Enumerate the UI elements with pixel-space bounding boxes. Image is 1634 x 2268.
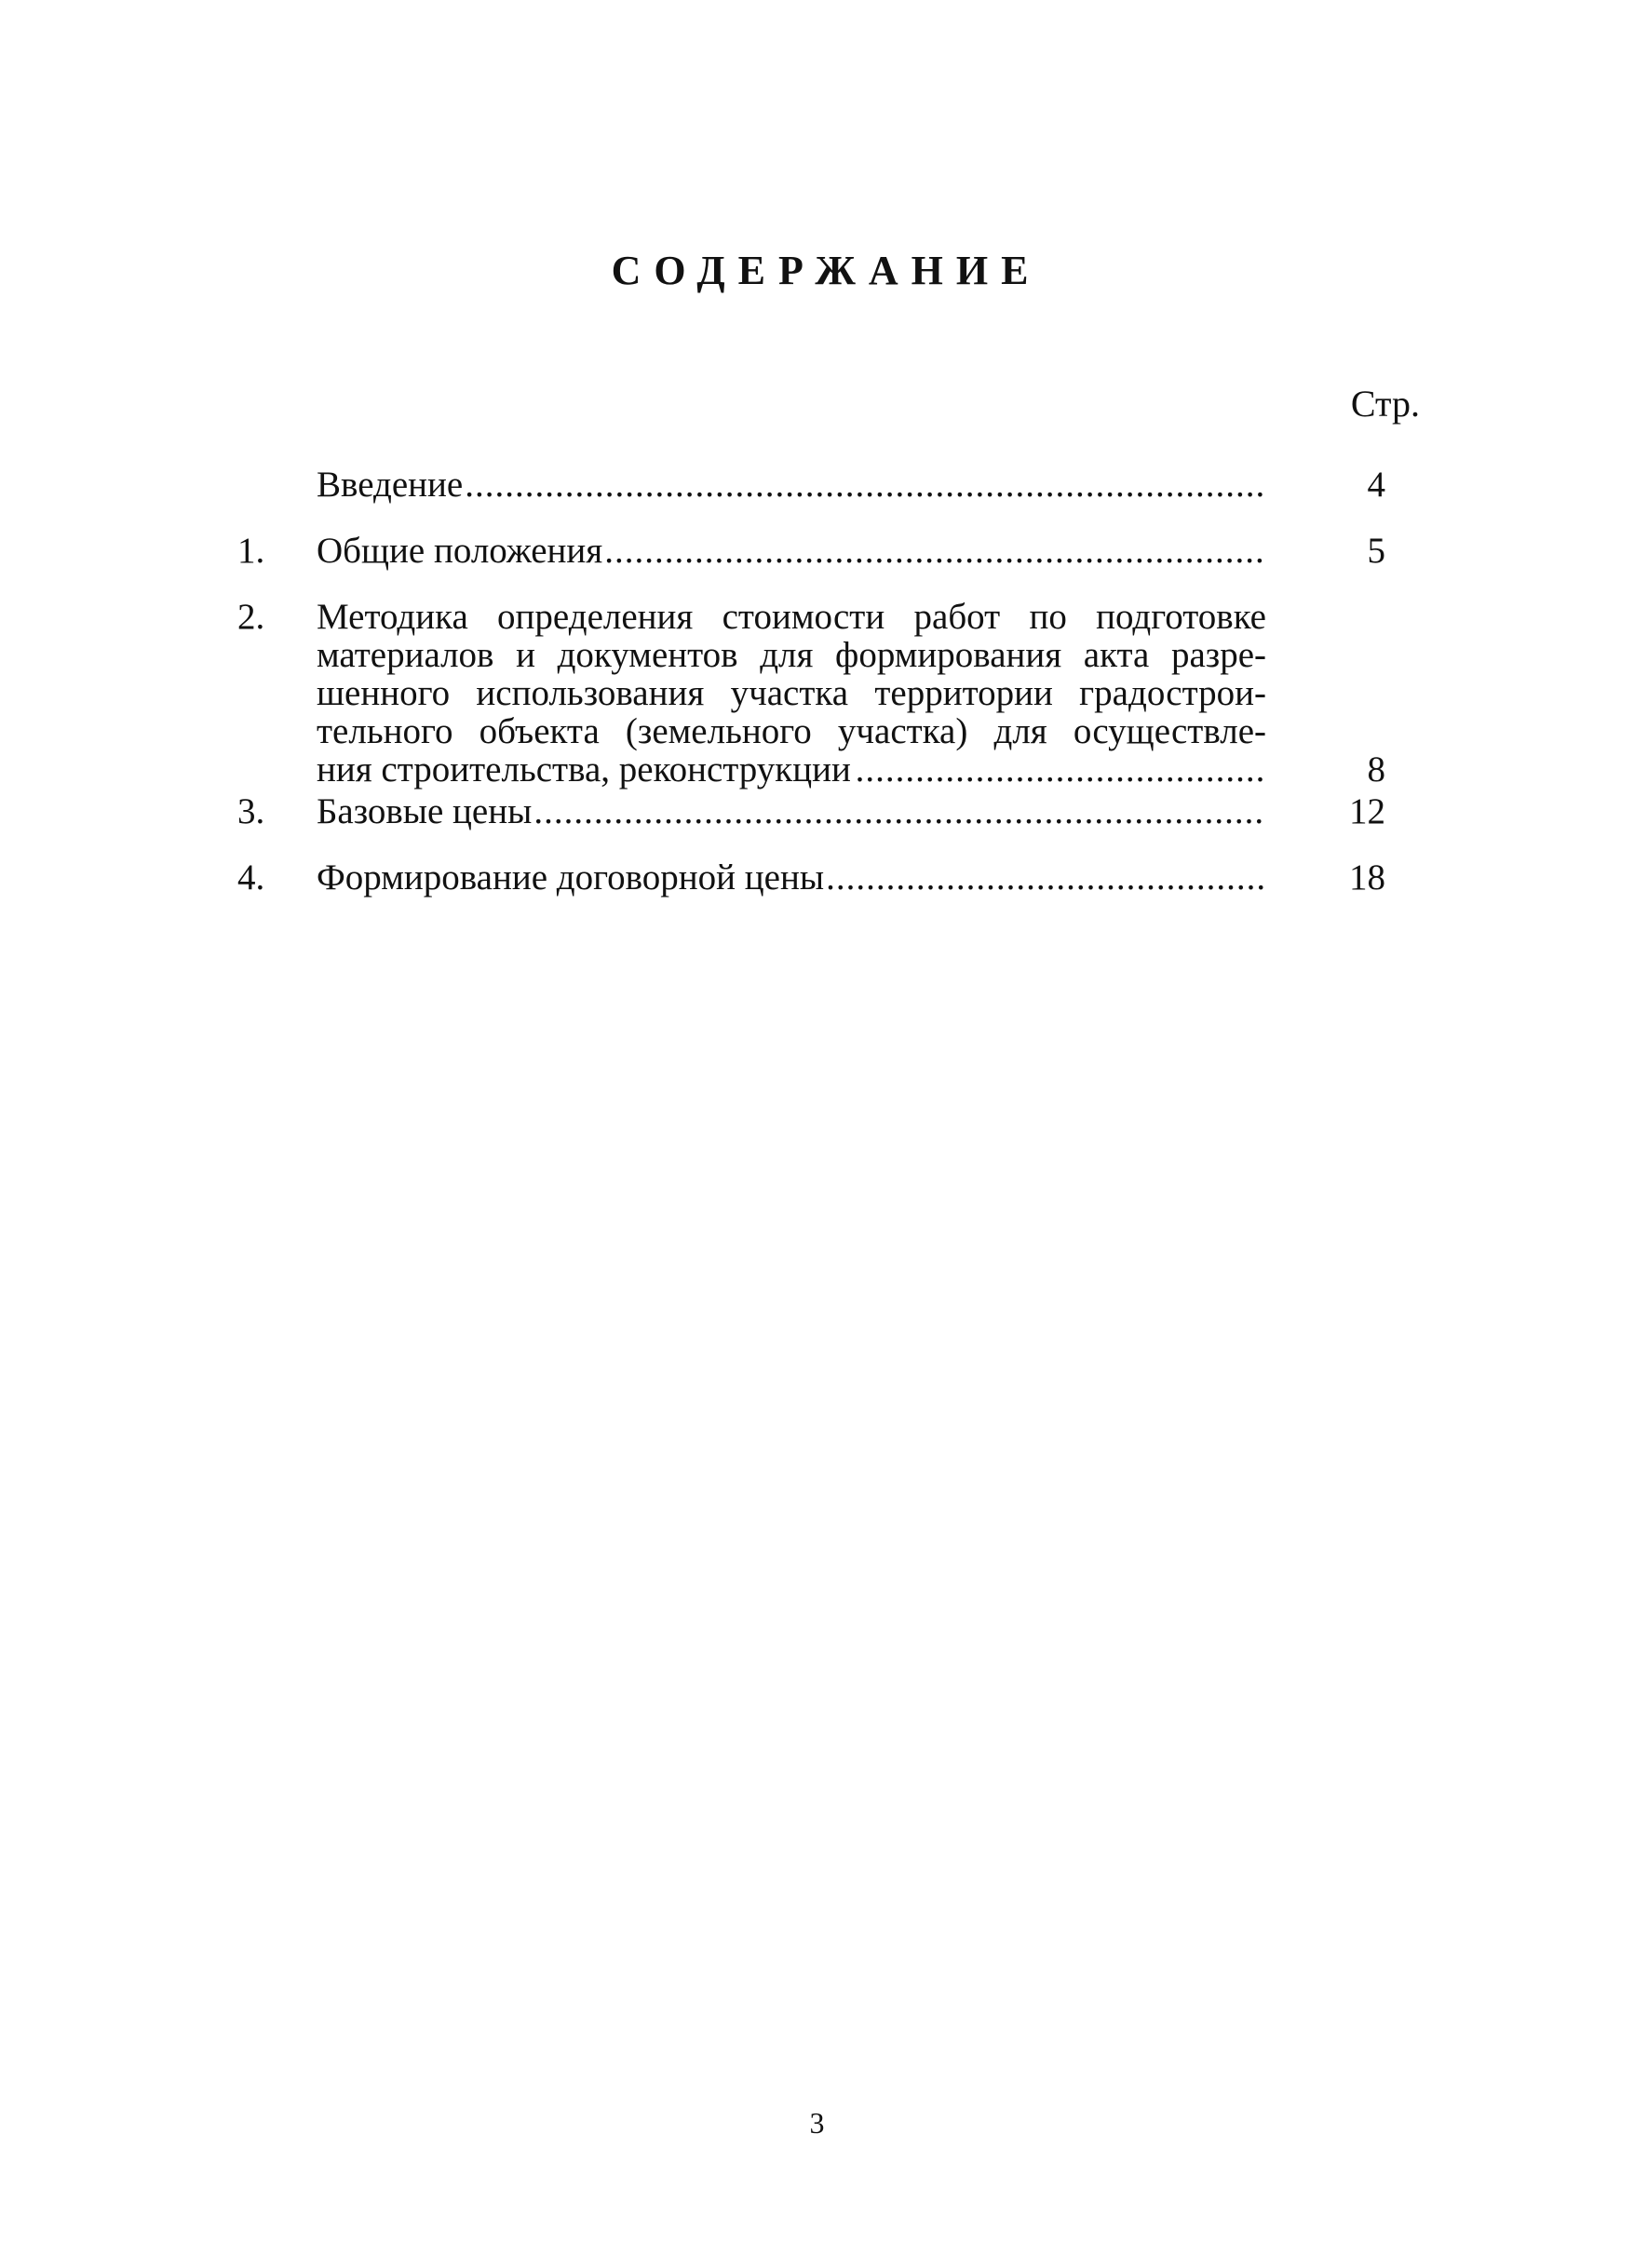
table-of-contents: [237, 466, 1406, 897]
toc-entry-page: 4: [1367, 465, 1385, 505]
toc-entry-line: материалов и документов для формирования акта разре-: [317, 635, 1266, 675]
page-title: СОДЕРЖАНИЕ: [611, 248, 1042, 293]
toc-entry-title: ния строительства, реконструкции: [317, 749, 851, 790]
toc-entry-page: 8: [1367, 749, 1385, 790]
toc-entry-number: 3.: [237, 791, 265, 831]
toc-entry-text: [317, 858, 1266, 897]
toc-entry-number: 2.: [237, 597, 265, 637]
toc-entry-line: шенного использования участка территории градострои-: [317, 673, 1266, 713]
toc-entry-line: Методика определения стоимости работ по подготовке: [317, 597, 1266, 637]
toc-entry-text: [317, 532, 1266, 570]
toc-entry-line: тельного объекта (земельного участка) для осуществле-: [317, 711, 1266, 751]
toc-entry-base-prices[interactable]: [237, 792, 1406, 830]
toc-entry-title: Общие положения: [317, 531, 603, 571]
dot-leader: [604, 532, 1266, 570]
toc-entry-title: Введение: [317, 465, 464, 505]
dot-leader: [533, 792, 1266, 830]
toc-entry-title: Формирование договорной цены: [317, 857, 825, 898]
toc-entry-title: Базовые цены: [317, 791, 533, 831]
toc-entry-contract-price[interactable]: [237, 858, 1406, 897]
toc-entry-text: [317, 466, 1266, 504]
toc-entry-text: [317, 598, 1266, 789]
page-column-label: Стр.: [1350, 383, 1420, 425]
toc-entry-general-provisions[interactable]: [237, 532, 1406, 570]
toc-entry-number: 1.: [237, 531, 265, 571]
dot-leader: [465, 466, 1266, 504]
toc-entry-introduction[interactable]: [237, 466, 1406, 504]
toc-entry-text: [317, 792, 1266, 830]
dot-leader: [856, 750, 1266, 789]
toc-entry-page: 5: [1367, 531, 1385, 571]
page-number: 3: [809, 2106, 825, 2140]
toc-entry-methodology[interactable]: [237, 598, 1406, 789]
toc-entry-page: 12: [1349, 791, 1385, 831]
toc-entry-number: 4.: [237, 857, 265, 898]
toc-entry-page: 18: [1349, 857, 1385, 898]
dot-leader: [826, 858, 1266, 897]
